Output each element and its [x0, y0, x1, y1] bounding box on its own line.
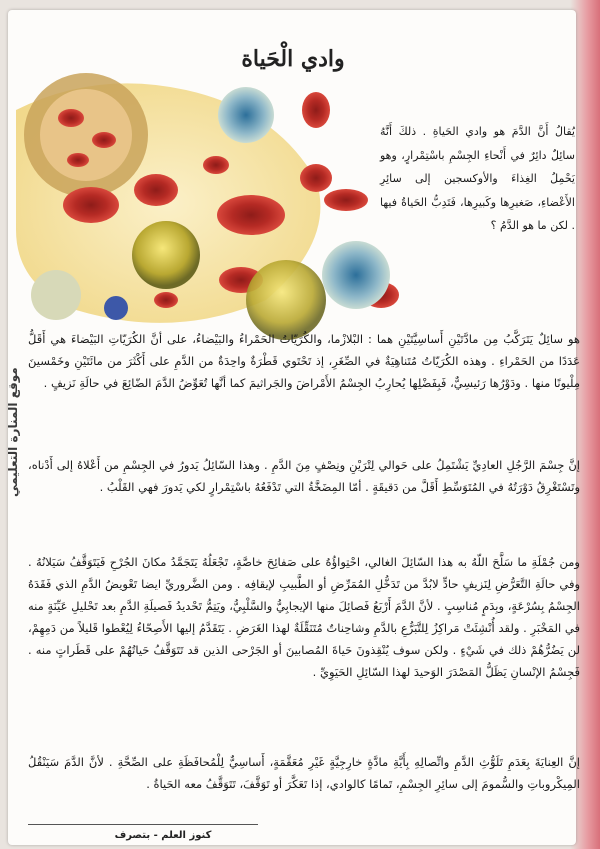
footer-divider — [28, 824, 258, 825]
blood-cells-illustration — [16, 70, 391, 325]
white-blood-cell — [322, 241, 390, 309]
red-blood-cell — [134, 174, 178, 206]
source-credit: كنوز العلم - بتصرف — [114, 830, 212, 841]
white-blood-cell — [218, 87, 274, 143]
red-blood-cell — [217, 195, 285, 235]
paragraph-blood-composition: هو سائِلٌ يَتَرَكَّبُ مِن مادَّتَيْنِ أَساسِيَّتَيْنِ هما : البْلازْما، والكُرَيّاتُ الحَمْراءُ والبَيْضاءُ، على أنَّ الكُرَيّاتِ البَيْضاءَ هي أَقَلُّ عَدَدًا من الحَمْراءِ . وهذه الكُرَيّاتُ مُتَناهِيَةٌ في الصِّغَرِ، إذ تَحْتَوي قَطْرَةٌ واحِدَةٌ من الدَّمِ على أَكْثَرَ من مائَتَيْنِ وخَمْسينَ مِلْيونًا منها . ودَوْرُها رَئيسِيٌّ، فَبِفَضْلِها يُحارِبُ الجِسْمُ الأَمْراضَ والجَراثيمَ كما أنَّها تُعَوِّضُ الدَّمَ الضّائِعَ في حالَةِ نَزيفٍ . — [28, 332, 580, 390]
paragraph-blood-donation: ومن جُمْلَةِ ما سَلَّحَ اللّهُ به هذا السّائِلَ الغالي، احْتِواؤُهُ على صَفائِحَ خاصَّةٍ، تَجْعَلُهُ يَتَجَمَّدُ مكانَ الجُرْحِ فَيَتَوَقَّفُ سَيَلانُهُ . وفي حالَةِ التَّعَرُّضِ لِنَزيفٍ حادٍّ لابُدَّ من تَدَخُّلِ المُمَرِّضِ أو الطَّبيبِ لإيقافِه . ومن الضَّروريِّ ايضا تَعْويضُ الدَّمِ الذي فَقَدَهُ الجِسْمُ بِسُرْعَةٍ، وبِدَمٍ مُناسِبٍ . لأنَّ الدَّمَ أَرْبَعُ فَصائِلَ منها الإيجابِيُّ والسَّلْبِيُّ، ويَتِمُّ تَحْديدُ فَصيلَةِ الدَّمِ بعد تَحْليلِ عَيِّنَةٍ منه في المَخْبَرِ . ولقد أُنْشِئَتْ مَراكِزُ لِلتَّبَرُّعِ بالدَّمِ وشاحِناتٌ مُتَنَقِّلَةٌ لهذا الغَرَضِ . يَتَقَدَّمُ إليها الأَصِحّاءُ لِيُعْطوا قَليلاً من دَمِهِمْ، لن يَضُرُّهُمْ ذلك في شَيْءٍ . ولكن سوف يُنْقِذونَ حَياةَ المُصابينَ أو الجَرْحى الذين قد تَتَوَقَّفُ حَياتُهُمْ على قَطَراتٍ منه . فَجِسْمُ الإنْسانِ يَظَلُّ المَصْدَرَ الوَحيدَ لهذا السّائِلِ الحَيَوِيِّ . — [28, 555, 580, 679]
paragraph-blood-care: إنَّ العِنايَةَ بِعَدَمِ تَلَوُّثِ الدَّمِ واتِّصالِهِ بِأَيَّةِ مادَّةٍ خارِجِيَّةٍ غَيْرِ مُعَقَّمَةٍ، أَساسِيٌّ لِلْمُحافَظَةِ على الصِّحَّةِ . لأنَّ الدَّمَ سَيَنْقُلُ المِيكْروباتِ والسُّمومَ إلى سائِرِ الجِسْمِ، تَمامًا كالوادي، إذا تَعَكَّرَ أو تَوَقَّفَ، تَتَوَقَّفُ معه الحَياةُ . — [28, 755, 580, 791]
site-watermark-label: موقع المنارة التعليمي — [6, 367, 20, 497]
red-blood-cell — [154, 292, 178, 308]
intro-paragraph: يُقالُ أَنَّ الدَّمَ هو وادي الحَياةِ . ذلكَ أَنَّهُ سائِلٌ دائِرٌ في أَنْحاءِ الجِسْمِ باسْتِمْرارٍ، وهو يَحْمِلُ الغِذاءَ والأوكسجين إلى سائِرِ الأَعْضاءِ، صَغيرِها وكَبيرِها، فَتَدِبُّ الحَياةُ فيها . لكن ما هو الدَّمُ ؟ — [380, 125, 575, 232]
page-title: وادي الْحَياة — [241, 46, 345, 72]
red-blood-cell — [58, 109, 84, 127]
red-blood-cell — [300, 164, 332, 192]
red-blood-cell — [324, 189, 368, 211]
red-blood-cell — [67, 153, 89, 167]
red-blood-cell — [302, 92, 330, 128]
paragraph-blood-circulation: إنَّ جِسْمَ الرَّجُلِ العادِيِّ يَشْتَمِلُ على حَوالي لِتْرَيْنِ ونِصْفٍ مِنَ الدَّمِ . وهذا السّائِلُ يَدورُ في الجِسْمِ من أَعْلاهُ إلى أَدْناه، وتَسْتَغْرِقُ دَوْرَتُهُ في المُتَوَسِّطِ أَقَلَّ من دَقيقَةٍ . أمّا المِضَخَّةُ التي تَدْفَعُهُ باسْتِمْرارٍ لكي يَدورَ فهي القَلْبُ . — [28, 458, 580, 494]
red-blood-cell — [203, 156, 229, 174]
document-page — [6, 10, 580, 845]
bacteria — [104, 296, 128, 320]
red-blood-cell — [63, 187, 119, 223]
vessel-inner — [40, 89, 132, 181]
red-blood-cell — [92, 132, 116, 148]
white-blood-cell — [132, 221, 200, 289]
white-blood-cell — [31, 270, 81, 320]
